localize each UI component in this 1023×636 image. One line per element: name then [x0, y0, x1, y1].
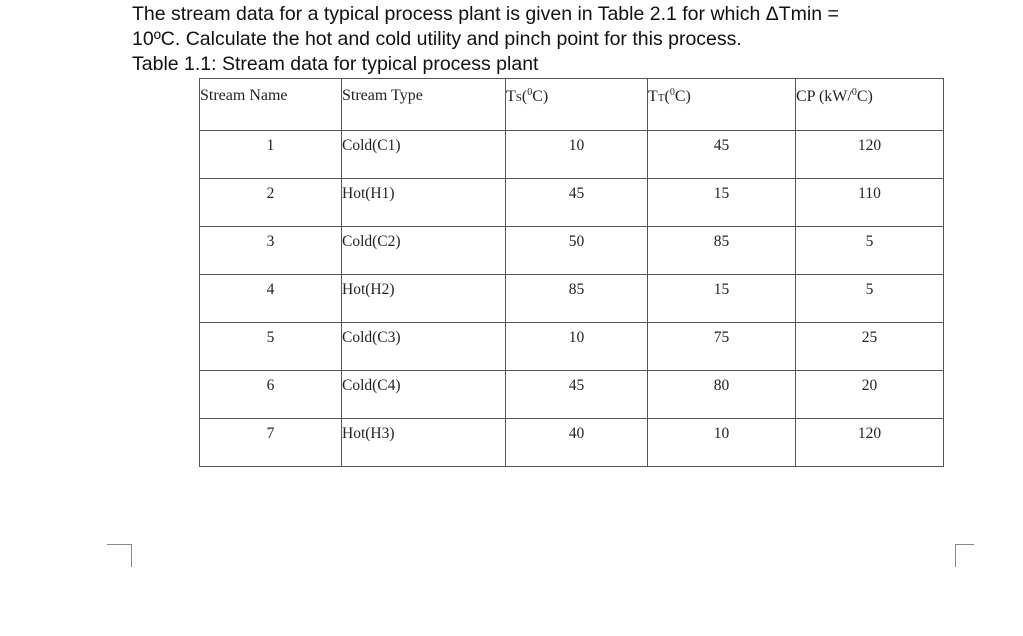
cell-stream-name: 2: [200, 179, 342, 227]
cell-supply-temp: 85: [506, 275, 648, 323]
table-row: [200, 371, 944, 419]
table-row: [200, 227, 944, 275]
cell-stream-type: Hot(H1): [342, 179, 506, 227]
cell-target-temp: 80: [648, 371, 796, 419]
cell-target-temp: 75: [648, 323, 796, 371]
table-row: [200, 275, 944, 323]
stream-data-table: [199, 78, 944, 467]
header-stream-name: Stream Name: [200, 79, 342, 131]
cell-supply-temp: 10: [506, 131, 648, 179]
cell-target-temp: 85: [648, 227, 796, 275]
cell-cp: 5: [796, 275, 944, 323]
table-row: [200, 323, 944, 371]
cell-target-temp: 10: [648, 419, 796, 467]
table-header-row: [200, 79, 944, 131]
question-line-2: 10ºC. Calculate the hot and cold utility and pinch point for this process.: [132, 28, 742, 50]
cell-cp: 20: [796, 371, 944, 419]
cell-cp: 25: [796, 323, 944, 371]
cell-target-temp: 15: [648, 179, 796, 227]
table-row: [200, 419, 944, 467]
cell-stream-name: 5: [200, 323, 342, 371]
cell-cp: 5: [796, 227, 944, 275]
cell-supply-temp: 50: [506, 227, 648, 275]
page-corner-mark-left: [107, 544, 132, 567]
cell-stream-name: 7: [200, 419, 342, 467]
header-supply-temperature: TS($^0$C): [506, 79, 648, 131]
cell-cp: 110: [796, 179, 944, 227]
cell-target-temp: 15: [648, 275, 796, 323]
header-target-temperature: TT($^0$C): [648, 79, 796, 131]
header-heat-capacity-flowrate: CP (kW/$^0$C): [796, 79, 944, 131]
table-row: [200, 131, 944, 179]
table-caption: Table 1.1: Stream data for typical process plant: [132, 53, 539, 75]
table-row: [200, 179, 944, 227]
cell-stream-type: Hot(H2): [342, 275, 506, 323]
cell-supply-temp: 45: [506, 371, 648, 419]
cell-stream-name: 6: [200, 371, 342, 419]
cell-stream-name: 3: [200, 227, 342, 275]
cell-cp: 120: [796, 131, 944, 179]
cell-stream-type: Cold(C1): [342, 131, 506, 179]
question-line-1: The stream data for a typical process plant is given in Table 2.1 for which ΔTmin =: [132, 3, 839, 25]
cell-cp: 120: [796, 419, 944, 467]
cell-stream-type: Cold(C3): [342, 323, 506, 371]
question-text: [132, 2, 1012, 77]
cell-stream-name: 1: [200, 131, 342, 179]
cell-stream-type: Cold(C2): [342, 227, 506, 275]
cell-target-temp: 45: [648, 131, 796, 179]
header-stream-type: Stream Type: [342, 79, 506, 131]
cell-supply-temp: 40: [506, 419, 648, 467]
cell-stream-name: 4: [200, 275, 342, 323]
cell-stream-type: Cold(C4): [342, 371, 506, 419]
cell-stream-type: Hot(H3): [342, 419, 506, 467]
cell-supply-temp: 45: [506, 179, 648, 227]
page-corner-mark-right: [955, 544, 974, 567]
cell-supply-temp: 10: [506, 323, 648, 371]
